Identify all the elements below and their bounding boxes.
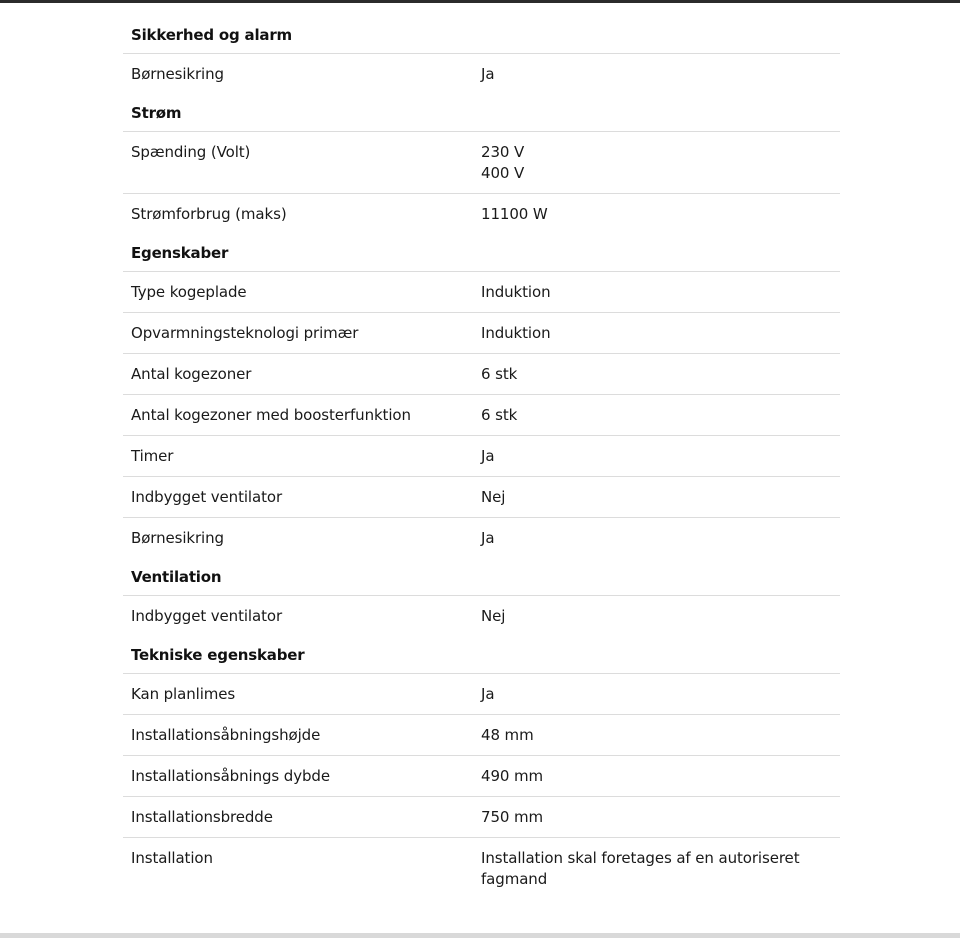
spec-value-line: 750 mm xyxy=(481,808,544,826)
spec-row xyxy=(123,395,840,436)
spec-value-line: Induktion xyxy=(481,283,551,301)
spec-row xyxy=(123,477,840,518)
spec-row xyxy=(123,194,840,234)
spec-label: Børnesikring xyxy=(131,529,224,547)
spec-value xyxy=(481,725,840,746)
spec-value-line: 48 mm xyxy=(481,726,534,744)
spec-label: Opvarmningsteknologi primær xyxy=(131,324,359,342)
section-title: Ventilation xyxy=(123,558,840,596)
spec-label: Børnesikring xyxy=(131,65,224,83)
spec-value-line: Induktion xyxy=(481,324,551,342)
spec-value xyxy=(481,64,840,85)
spec-value-line: Ja xyxy=(481,529,495,547)
spec-label: Indbygget ventilator xyxy=(131,488,283,506)
spec-value xyxy=(481,405,840,426)
spec-label: Indbygget ventilator xyxy=(131,607,283,625)
spec-value-line: Installation skal foretages af en autoriseret fagmand xyxy=(481,849,800,888)
spec-label: Antal kogezoner xyxy=(131,365,252,383)
spec-value xyxy=(481,323,840,344)
spec-section-tekniske-egenskaber xyxy=(123,636,840,899)
spec-section-ventilation xyxy=(123,558,840,636)
section-title: Strøm xyxy=(123,94,840,132)
spec-value xyxy=(481,766,840,787)
spec-section-egenskaber xyxy=(123,234,840,558)
spec-value xyxy=(481,528,840,549)
spec-value xyxy=(481,487,840,508)
spec-row xyxy=(123,715,840,756)
spec-row xyxy=(123,596,840,636)
spec-value xyxy=(481,684,840,705)
spec-label: Kan planlimes xyxy=(131,685,236,703)
spec-row xyxy=(123,797,840,838)
spec-label: Type kogeplade xyxy=(131,283,247,301)
spec-value-line: Ja xyxy=(481,447,495,465)
spec-label: Installation xyxy=(131,849,213,867)
section-title: Sikkerhed og alarm xyxy=(123,16,840,54)
spec-label: Antal kogezoner med boosterfunktion xyxy=(131,406,411,424)
spec-row xyxy=(123,436,840,477)
spec-value xyxy=(481,807,840,828)
spec-label: Installationsåbningshøjde xyxy=(131,726,321,744)
spec-value xyxy=(481,364,840,385)
spec-value-line: 11100 W xyxy=(481,205,548,223)
spec-row xyxy=(123,54,840,94)
spec-row xyxy=(123,674,840,715)
spec-value-line: 400 V xyxy=(481,164,525,182)
spec-label: Timer xyxy=(131,447,174,465)
spec-label: Installationsbredde xyxy=(131,808,273,826)
spec-value-line: Nej xyxy=(481,488,506,506)
spec-row xyxy=(123,838,840,899)
spec-value xyxy=(481,446,840,467)
spec-value-line: 6 stk xyxy=(481,406,518,424)
spec-row xyxy=(123,132,840,194)
spec-label: Installationsåbnings dybde xyxy=(131,767,330,785)
spec-row xyxy=(123,272,840,313)
spec-section-stroem xyxy=(123,94,840,234)
spec-value-line: Ja xyxy=(481,685,495,703)
spec-value-line: 230 V xyxy=(481,143,525,161)
spec-label: Spænding (Volt) xyxy=(131,143,251,161)
top-border xyxy=(0,0,960,3)
spec-row xyxy=(123,313,840,354)
section-title: Tekniske egenskaber xyxy=(123,636,840,674)
bottom-border xyxy=(0,933,960,938)
spec-label: Strømforbrug (maks) xyxy=(131,205,287,223)
spec-section-sikkerhed-og-alarm xyxy=(123,16,840,94)
spec-value-line: Nej xyxy=(481,607,506,625)
specifications-table xyxy=(123,16,840,899)
spec-value xyxy=(481,142,840,184)
spec-row xyxy=(123,518,840,558)
spec-value-line: 6 stk xyxy=(481,365,518,383)
spec-row xyxy=(123,756,840,797)
spec-value xyxy=(481,848,840,890)
spec-value xyxy=(481,282,840,303)
spec-value-line: 490 mm xyxy=(481,767,544,785)
spec-row xyxy=(123,354,840,395)
spec-value xyxy=(481,204,840,225)
spec-value-line: Ja xyxy=(481,65,495,83)
section-title: Egenskaber xyxy=(123,234,840,272)
spec-value xyxy=(481,606,840,627)
